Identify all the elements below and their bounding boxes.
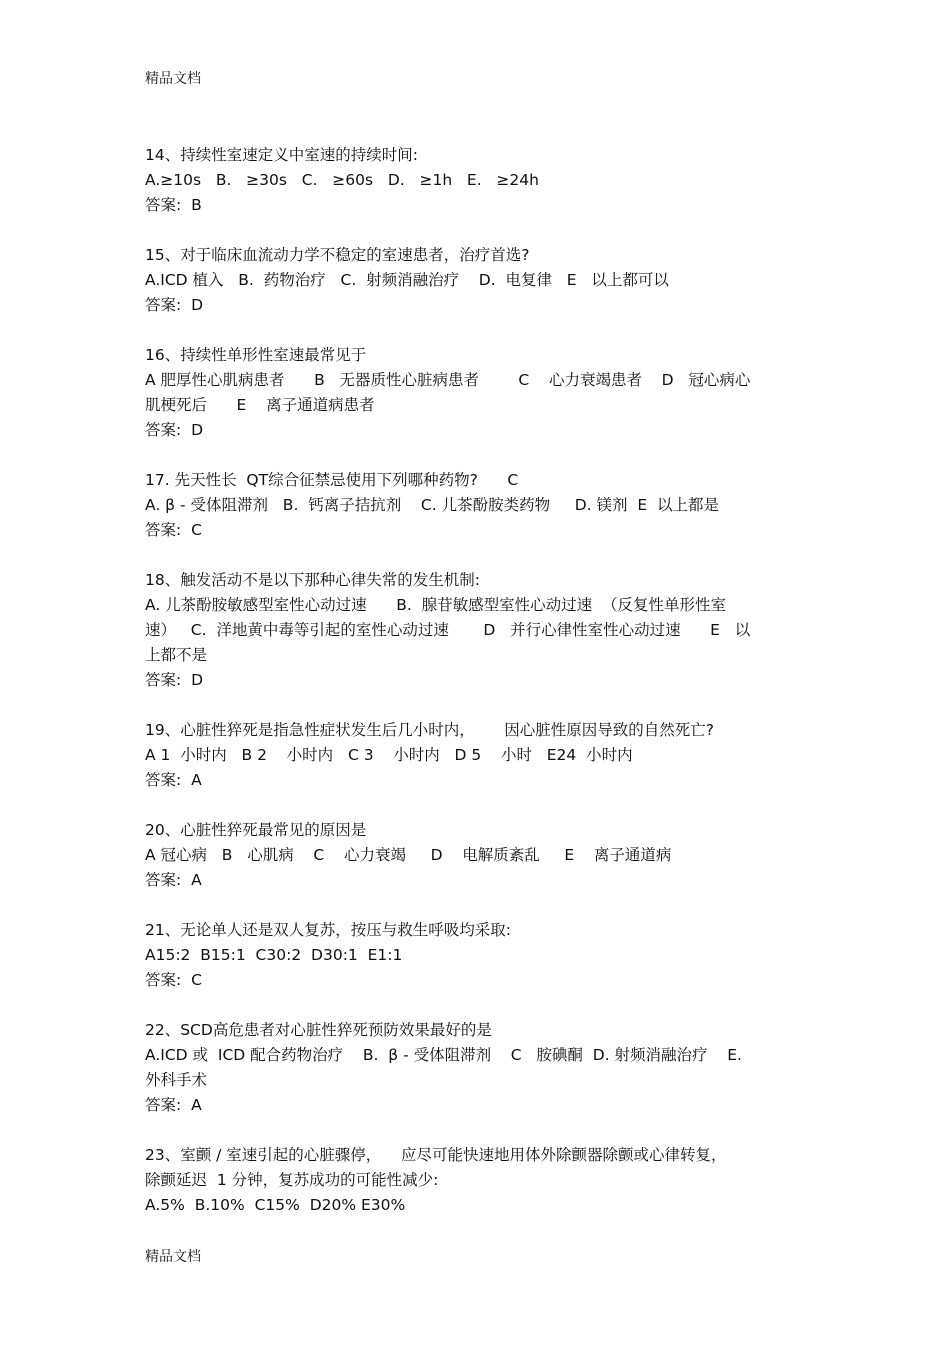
question-23 — [145, 1143, 810, 1218]
question-19-answer: 答案: A — [145, 771, 202, 789]
question-20-answer: 答案: A — [145, 871, 202, 889]
question-17-stem: 17. 先天性长 QT综合征禁忌使用下列哪种药物? C — [145, 471, 519, 489]
question-14-stem: 14、持续性室速定义中室速的持续时间: — [145, 146, 418, 164]
question-20-options: A 冠心病 B 心肌病 C 心力衰竭 D 电解质紊乱 E 离子通道病 — [145, 846, 672, 864]
question-18-stem: 18、触发活动不是以下那种心律失常的发生机制: — [145, 571, 480, 589]
question-14-options: A.≥10s B. ≥30s C. ≥60s D. ≥1h E. ≥24h — [145, 171, 539, 189]
question-16 — [145, 343, 810, 443]
question-18 — [145, 568, 810, 693]
question-22-options: A.ICD 或 ICD 配合药物治疗 B. β - 受体阻滞剂 C 胺碘酮 D. 射频消融治疗 E. — [145, 1046, 742, 1064]
question-18-options-cont-2: 上都不是 — [145, 646, 208, 664]
question-17-answer: 答案: C — [145, 521, 202, 539]
page-footer-label: 精品文档 — [145, 1249, 201, 1265]
question-20 — [145, 818, 810, 893]
question-18-options: A. 儿茶酚胺敏感型室性心动过速 B. 腺苷敏感型室性心动过速 （反复性单形性室 — [145, 596, 727, 614]
question-16-options: A 肥厚性心肌病患者 B 无器质性心脏病患者 C 心力衰竭患者 D 冠心病心 — [145, 371, 751, 389]
question-14 — [145, 143, 810, 218]
question-21-stem: 21、无论单人还是双人复苏，按压与救生呼吸均采取: — [145, 921, 511, 939]
question-22-stem: 22、SCD高危患者对心脏性猝死预防效果最好的是 — [145, 1021, 492, 1039]
question-15-answer: 答案: D — [145, 296, 204, 314]
question-16-stem: 16、持续性单形性室速最常见于 — [145, 346, 367, 364]
question-15-options: A.ICD 植入 B. 药物治疗 C. 射频消融治疗 D. 电复律 E 以上都可以 — [145, 271, 669, 289]
question-16-options-cont: 肌梗死后 E 离子通道病患者 — [145, 396, 375, 414]
question-18-options-cont: 速） C. 洋地黄中毒等引起的室性心动过速 D 并行心律性室性心动过速 E 以 — [145, 621, 751, 639]
question-list — [145, 143, 810, 1243]
question-15-stem: 15、对于临床血流动力学不稳定的室速患者，治疗首选? — [145, 246, 530, 264]
question-23-stem: 23、室颤 / 室速引起的心脏骤停， 应尽可能快速地用体外除颤器除颤或心律转复， — [145, 1146, 727, 1164]
question-14-answer: 答案: B — [145, 196, 202, 214]
question-16-answer: 答案: D — [145, 421, 204, 439]
question-17-options: A. β - 受体阻滞剂 B. 钙离子拮抗剂 C. 儿茶酚胺类药物 D. 镁剂 E 以上都是 — [145, 496, 720, 514]
question-15 — [145, 243, 810, 318]
question-17 — [145, 468, 810, 543]
question-22-answer: 答案: A — [145, 1096, 202, 1114]
question-19 — [145, 718, 810, 793]
question-21-options: A15:2 B15:1 C30:2 D30:1 E1:1 — [145, 946, 403, 964]
question-22-options-cont: 外科手术 — [145, 1071, 208, 1089]
question-21 — [145, 918, 810, 993]
page-header-label: 精品文档 — [145, 71, 201, 87]
question-20-stem: 20、心脏性猝死最常见的原因是 — [145, 821, 367, 839]
question-18-answer: 答案: D — [145, 671, 204, 689]
question-19-stem: 19、心脏性猝死是指急性症状发生后几小时内， 因心脏性原因导致的自然死亡? — [145, 721, 715, 739]
question-23-stem-cont: 除颤延迟 1 分钟，复苏成功的可能性减少: — [145, 1171, 439, 1189]
question-19-options: A 1 小时内 B 2 小时内 C 3 小时内 D 5 小时 E24 小时内 — [145, 746, 633, 764]
question-21-answer: 答案: C — [145, 971, 202, 989]
question-22 — [145, 1018, 810, 1118]
question-23-options: A.5% B.10% C15% D20% E30% — [145, 1196, 406, 1214]
